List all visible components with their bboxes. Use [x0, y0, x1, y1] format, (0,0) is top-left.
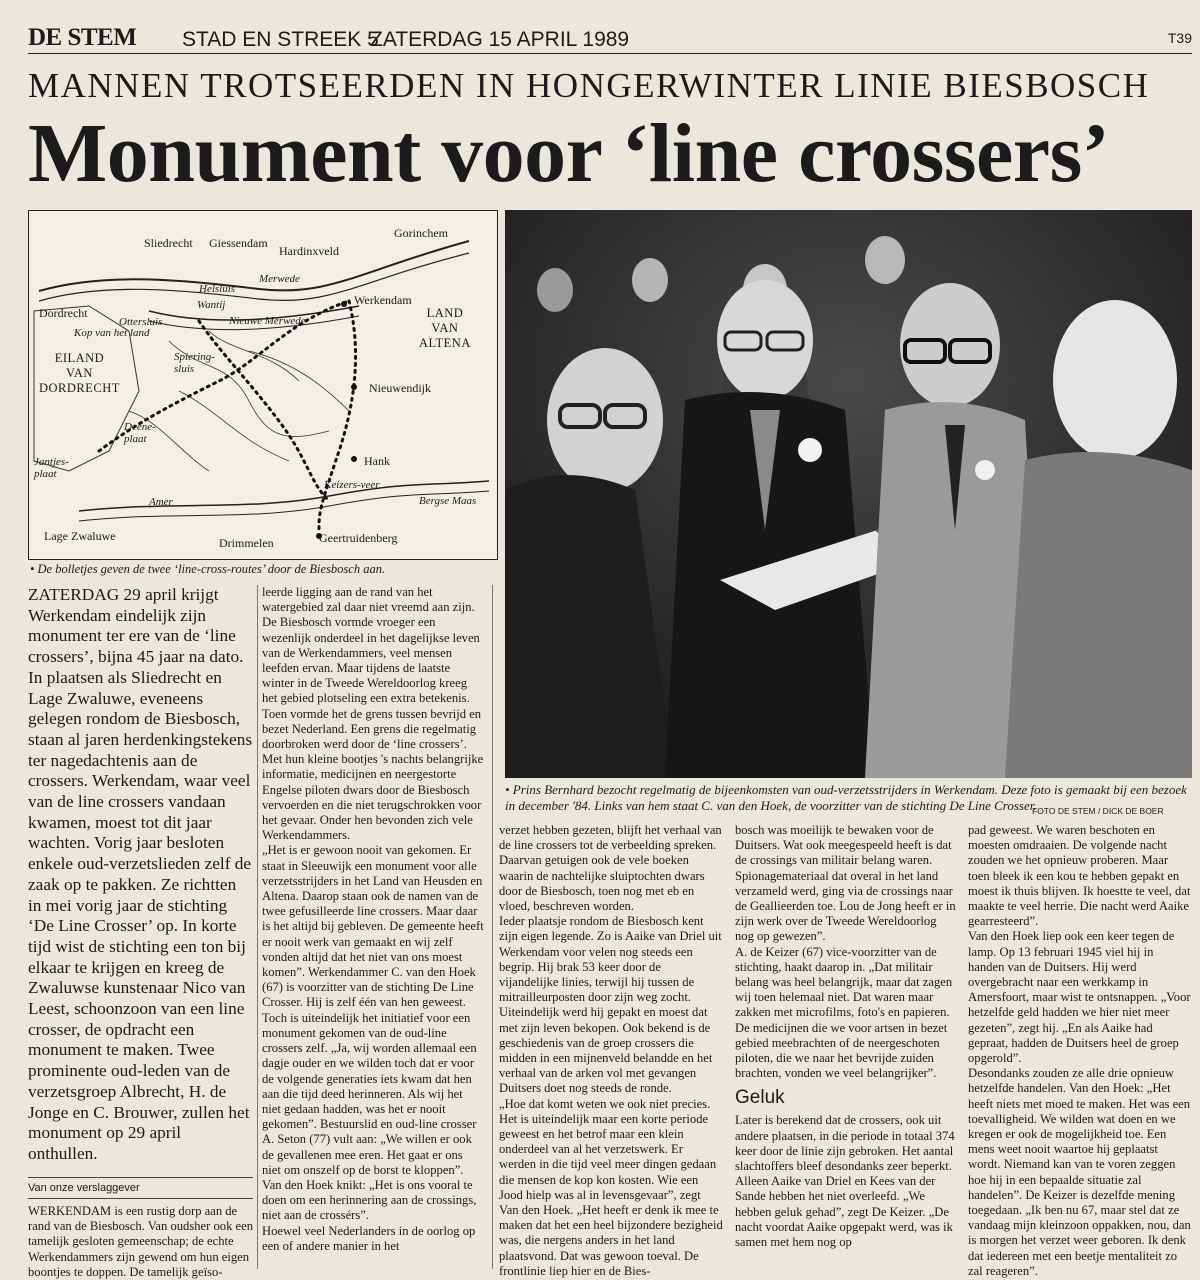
map-label-geertruidenberg: Geertruidenberg: [319, 531, 398, 545]
article-column-5: [968, 823, 1192, 1278]
photo-caption: • Prins Bernhard bezocht regelmatig de bijeenkomsten van oud-verzetsstrijders in Werkendam. Deze foto is gemaakt bij een bezoek in december '84. Links van hem staat C. van den Hoek, de voorzitter van de stichting De Line Crosser.: [505, 782, 1187, 813]
paragraph: Toch is uiteindelijk het initiatief voor een monument gekomen van de oud-line crossers zelf. „Ja, wij worden allemaal een dagje ouder en we wilden toch dat er voor de volgende generaties iets kwam dat hen aan die tijd deed herinneren. Als wij het niet gedaan hadden, was het er nooit gekomen”. Bestuurslid en oud-line crosser A. Seton (77) vult aan: „We willen er ook de gevallenen mee eren. Het gaat er ons niet om onszelf op de borst te kloppen”. Van den Hoek knikt: „Het is ons vooral te doen om een herinnering aan de crossings, niet aan de crossérs”.: [262, 1010, 477, 1223]
map-label-dordrecht: Dordrecht: [39, 306, 88, 320]
paragraph: „Het is er gewoon nooit van gekomen. Er staat in Sleeuwijk een monument voor alle verzetsstrijders in het Land van Heusden en Altena. Daarop staan ook de namen van de twee gefusilleerde line crossers. Maar daar is het altijd bij gebleven. De gemeente heeft er nooit werk van gemaakt en wij zelf vonden altijd dat het niet van ons moest komen”. Werkendammer C. van den Hoek (67) is voorzitter van de stichting De Line Crosser. Hij is zelf één van hen geweest.: [262, 843, 484, 1010]
map-label-wantij: Wantij: [197, 299, 226, 311]
byline: Van onze verslaggever: [28, 1177, 253, 1199]
biesbosch-map: [28, 210, 498, 560]
photo-credit: FOTO DE STEM / DICK DE BOER: [1032, 806, 1164, 816]
paragraph: A. de Keizer (67) vice-voorzitter van de stichting, haakt daarop in. „Dat militair belang was heel belangrijk, maar dat zagen wij toen helemaal niet. Dat waren maar zakken met microfilms, foto's en papieren. De medicijnen die we voor artsen in bezet gebied meebrachten of de neergeschoten piloten, die we naar het bevrijde zuiden brachten, vonden we veel belangrijker”.: [735, 944, 953, 1081]
map-label-werkendam: Werkendam: [354, 293, 412, 307]
map-label-bergse-maas: Bergse Maas: [419, 495, 477, 507]
paragraph: De Biesbosch vormde vroeger een wezenlijk onderdeel in het dagelijkse leven van de Werkendammers, veel mensen leefden ervan. Maar tijdens de laatste winter in de Tweede Wereldoorlog kreeg het gebied plotseling een extra betekenis. Toen vormde het de grens tussen bevrijd en bezet Nederland. Een grens die regelmatig doorbroken werd door de ‘line crossers’. Met hun kleine bootjes 's nachts belangrijke informatie, medicijnen en neergestorte Engelse piloten dwars door de Biesbosch vervoerden en die niet terugschrokken voor het gevaar. Onder hen bevonden zich vele Werkendammers.: [262, 615, 484, 843]
kicker-headline: MANNEN TROTSEERDEN IN HONGERWINTER LINIE BIESBOSCH: [28, 66, 1150, 105]
column-rule: [257, 585, 258, 1269]
body-intro: [28, 1204, 254, 1279]
article-column-4: [735, 823, 957, 1269]
map-label-kop-van-het-land: Kop van het land: [74, 327, 150, 339]
photo-image: [505, 210, 1192, 778]
map-label-deeneplaat: Deene- plaat: [124, 421, 156, 445]
paragraph: Hoewel veel Nederlanders in de oorlog op een of andere manier in het: [262, 1223, 476, 1253]
paragraph: Desondanks zouden ze alle drie opnieuw hetzelfde handelen. Van den Hoek: „Het heeft niets met moed te maken. Het was een toevalligheid. We wilden wat doen en we kregen er ook de mogelijkheid toe. Een mens weet nooit waartoe hij geplaatst wordt. Niemand kan van te voren zeggen hoe hij in een bepaalde situatie zal handelen”. De Keizer is dezelfde mening toegedaan. „Ik ben nu 67, maar stel dat ze vandaag mijn kleinzoon oppakken, nou, dan is morgen het verzet weer geboren. Ik denk dat iedereen met een beetje mentaliteit zo zal reageren”.: [968, 1066, 1191, 1278]
map-label-spieringsluis: Spiering- sluis: [174, 351, 215, 375]
map-label-hank: Hank: [364, 454, 390, 468]
lead-text: 29 april krijgt Werkendam eindelijk zijn monument ter ere van de ‘line crossers’, bijna 45 jaar na dato. In plaatsen als Sliedrecht en Lage Zwaluwe, eveneens gelegen rondom de Biesbosch, staan al jaren herdenkingstekens ter nagedachtenis aan de crossers. Werkendam, waar veel van de line crossers vandaan kwamen, moest tot dit jaar wachten. Vorig jaar besloten enkele oud-verzetslieden zelf de zaak op te pakken. Ze richtten in mei vorig jaar de stichting ‘De Line Crosser’ op. In korte tijd wist de stichting een ton bij elkaar te krijgen en kreeg de Zwaluwse kunstenaar Nico van Leest, schoonzoon van een line crosser, de opdracht een monument te maken. Twee prominente oud-leden van de verzetsgroep Albrecht, H. de Jonge en C. Brouwer, zullen het monument op 29 april onthullen.: [28, 585, 253, 1163]
map-label-eiland-van-dordrecht: EILAND VAN DORDRECHT: [39, 351, 120, 395]
article-column-2: [262, 585, 484, 1269]
dateline: WERKENDAM: [28, 1204, 112, 1218]
paragraph: Later is berekend dat de crossers, ook uit andere plaatsen, in die periode in totaal 374 keer door de linie zijn gebroken. Het aantal slachtoffers bleef desondanks zeer beperkt. Alleen Aaike van Driel en Kees van der Sande hebben het niet overleefd. „We hebben geluk gehad”, zegt De Keizer. „De nacht voordat Aaike opgepakt werd, was ik samen met hem nog op: [735, 1113, 955, 1250]
issue-date: ZATERDAG 15 APRIL 1989: [370, 28, 630, 51]
map-label-amer: Amer: [149, 496, 173, 508]
page-number: T39: [1167, 30, 1192, 46]
map-label-nieuwendijk: Nieuwendijk: [369, 381, 431, 395]
paragraph: pad geweest. We waren beschoten en moesten omdraaien. De volgende nacht zouden we het opnieuw proberen. Maar toen bleek ik een kou te hebben gepakt en moest ik thuis blijven. Ik hoestte te veel, dat maakte te veel herrie. Die nacht werd Aaike gearresteerd”.: [968, 823, 1191, 929]
article-column-3: [499, 823, 723, 1278]
section-name: STAD EN STREEK 5: [182, 28, 379, 51]
map-label-keizersveer: Keizers-veer: [324, 479, 380, 491]
map-label-helsluis: Helsluis: [199, 283, 236, 295]
main-headline: Monument voor ‘line crossers’: [28, 107, 1110, 200]
news-photo: [505, 210, 1192, 778]
map-label-merwede: Merwede: [259, 273, 300, 285]
lead-paragraph: [28, 585, 253, 1163]
map-label-sliedrecht: Sliedrecht: [144, 236, 193, 250]
newspaper-logo: DE STEM: [28, 24, 137, 51]
map-label-giessendam: Giessendam: [209, 236, 268, 250]
map-label-jantjesplaat: Jantjes- plaat: [34, 456, 69, 480]
map-label-lage-zwaluwe: Lage Zwaluwe: [44, 529, 116, 543]
map-label-drimmelen: Drimmelen: [219, 536, 274, 550]
paragraph: Van den Hoek liep ook een keer tegen de lamp. Op 13 februari 1945 viel hij in handen van de Duitsers. Hij werd overgebracht naar een werkkamp in Amersfoort, maar wist te ontsnappen. „Voor hetzelfde geld hadden we hier niet meer gezeten”, zegt hij. „En als Aaike had gepraat, hadden de Duitsers heel de groep opgerold”.: [968, 929, 1191, 1066]
paragraph: verzet hebben gezeten, blijft het verhaal van de line crossers tot de verbeelding spreken. Daarvan getuigen ook de vele boeken waarin de nachtelijke sluiptochten dwars door de Biesbosch, toen nog met eb en vloed, beschreven worden.: [499, 823, 722, 914]
paragraph: „Hoe dat komt weten we ook niet precies. Het is uiteindelijk maar een korte periode geweest en het betrof maar een klein onderdeel van al het verzetswerk. Er werden in die tijd veel meer dingen gedaan die mensen de kop kon kosten. Wie een Jood hielp was al in levensgevaar”, zegt Van den Hoek. „Het heeft er denk ik mee te maken dat het een heel bijzondere bezigheid was, die nergens anders in het land plaatsvond. Dat was gewoon toeval. De frontlinie liep hier en de Bies-: [499, 1096, 723, 1278]
map-label-hardinxveld: Hardinxveld: [279, 244, 339, 258]
map-label-nieuwe-merwede: Nieuwe Merwede: [229, 315, 306, 327]
lead-dropcap-day: ZATERDAG: [28, 585, 120, 604]
subheading: Geluk: [735, 1087, 785, 1109]
masthead: [28, 24, 1192, 54]
map-label-land-van-altena: LAND VAN ALTENA: [419, 306, 471, 350]
map-label-ottersluis: Ottersluis: [119, 316, 163, 328]
column-rule: [492, 585, 493, 1269]
map-caption: • De bolletjes geven de twee ‘line-cross-routes’ door de Biesbosch aan.: [30, 562, 386, 576]
map-label-gorinchem: Gorinchem: [394, 226, 448, 240]
paragraph: leerde ligging aan de rand van het watergebied zal daar niet vreemd aan zijn.: [262, 585, 475, 615]
body-intro-text: is een rustig dorp aan de rand van de Biesbosch. Van oudsher ook een tamelijk gesloten gemeenschap; de echte Werkendammers zijn gewend om hun eigen boontjes te doppen. De tamelijk geïso-: [28, 1204, 254, 1279]
paragraph: bosch was moeilijk te bewaken voor de Duitsers. Wat ook meegespeeld heeft is dat de crossings van militair belang waren. Spionagemateriaal dat overal in het land verzameld werd, ging via de crossings naar de Geallieerden toe. Lou de Jong heeft er in zijn werk over de Tweede Wereldoorlog nog op gewezen”.: [735, 823, 956, 944]
paragraph: Ieder plaatsje rondom de Biesbosch kent zijn eigen legende. Zo is Aaike van Driel uit Werkendam voor velen nog steeds een begrip. Hij brak 53 keer door de vijandelijke linies, terwijl hij tussen de mitrailleurposten door zijn weg zocht. Uiteindelijk werd hij gepakt en moest dat met zijn leven bekopen. Ook bekend is de geschiedenis van de groep crossers die midden in een mijnenveld belandde en het verhaal van de arken vol met gevangen Duitsers doet nog steeds de ronde.: [499, 914, 722, 1096]
